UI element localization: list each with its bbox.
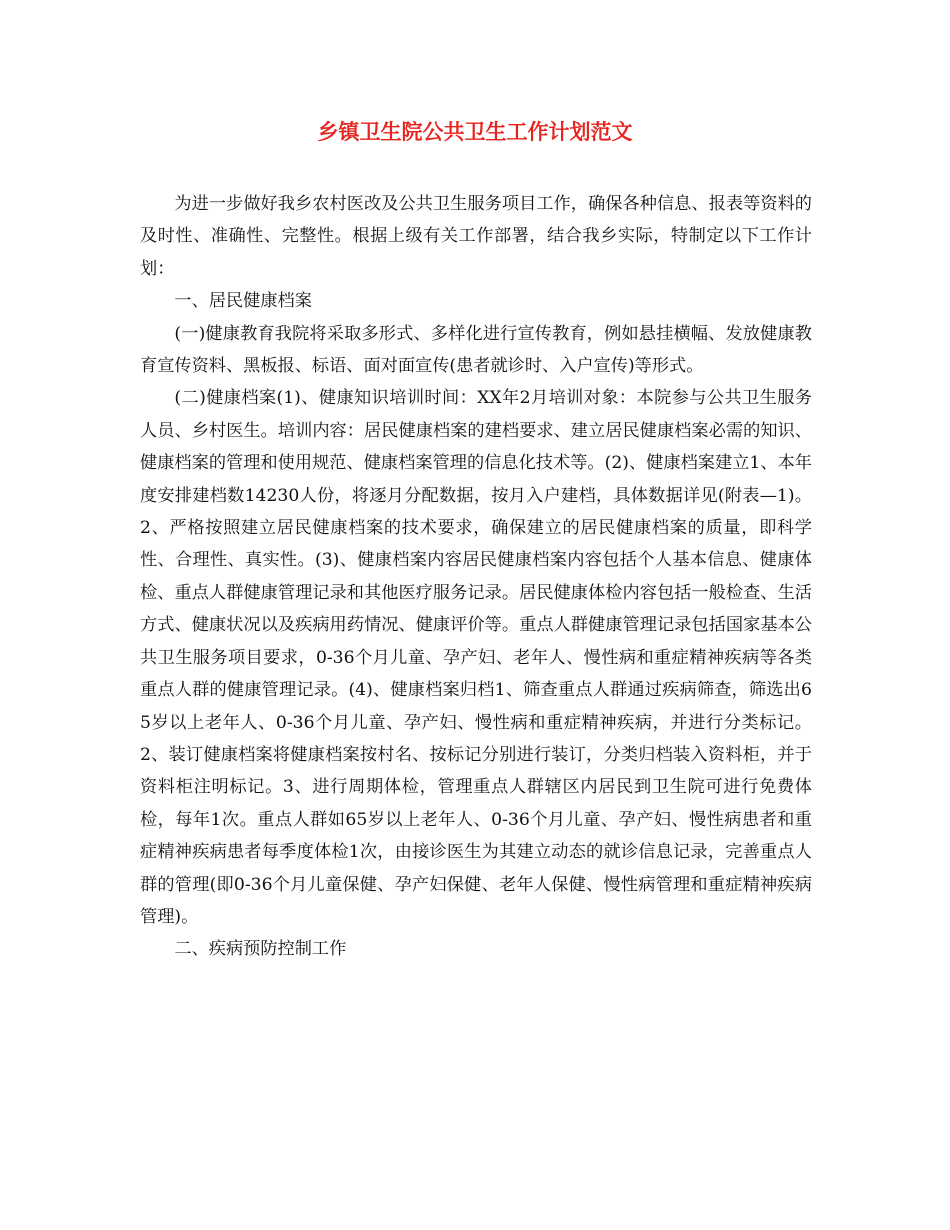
document-title: 乡镇卫生院公共卫生工作计划范文 [317, 120, 633, 144]
paragraph-health-records: (二)健康档案(1)、健康知识培训时间：XX年2月培训对象：本院参与公共卫生服务人员、乡村医生。培训内容：居民健康档案的建档要求、建立居民健康档案必需的知识、健康档案的管理和使用规范、健康档案管理的信息化技术等。(2)、健康档案建立1、本年度安排建档数14230人份，将逐月分配数据，按月入户建档，具体数据详见(附表—1)。2、严格按照建立居民健康档案的技术要求，确保建立的居民健康档案的质量，即科学性、合理性、真实性。(3)、健康档案内容居民健康档案内容包括个人基本信息、健康体检、重点人群健康管理记录和其他医疗服务记录。居民健康体检内容包括一般检查、生活方式、健康状况以及疾病用药情况、健康评价等。重点人群健康管理记录包括国家基本公共卫生服务项目要求，0-36个月儿童、孕产妇、老年人、慢性病和重症精神疾病等各类重点人群的健康管理记录。(4)、健康档案归档1、筛查重点人群通过疾病筛查，筛选出65岁以上老年人、0-36个月儿童、孕产妇、慢性病和重症精神疾病，并进行分类标记。2、装订健康档案将健康档案按村名、按标记分别进行装订，分类归档装入资料柜，并于资料柜注明标记。3、进行周期体检，管理重点人群辖区内居民到卫生院可进行免费体检，每年1次。重点人群如65岁以上老年人、0-36个月儿童、孕产妇、慢性病患者和重症精神疾病患者每季度体检1次，由接诊医生为其建立动态的就诊信息记录，完善重点人群的管理(即0-36个月儿童保健、孕产妇保健、老年人保健、慢性病管理和重症精神疾病管理)。 [140, 388, 812, 927]
section-heading-disease-control: 二、疾病预防控制工作 [174, 939, 347, 960]
section-heading-health-records: 一、居民健康档案 [174, 291, 312, 312]
document-body [140, 188, 812, 966]
paragraph-health-education: (一)健康教育我院将采取多形式、多样化进行宣传教育，例如悬挂横幅、发放健康教育宣传资料、黑板报、标语、面对面宣传(患者就诊时、入户宣传)等形式。 [140, 323, 812, 377]
paragraph-intro: 为进一步做好我乡农村医改及公共卫生服务项目工作，确保各种信息、报表等资料的及时性、准确性、完整性。根据上级有关工作部署，结合我乡实际，特制定以下工作计划： [140, 194, 812, 279]
